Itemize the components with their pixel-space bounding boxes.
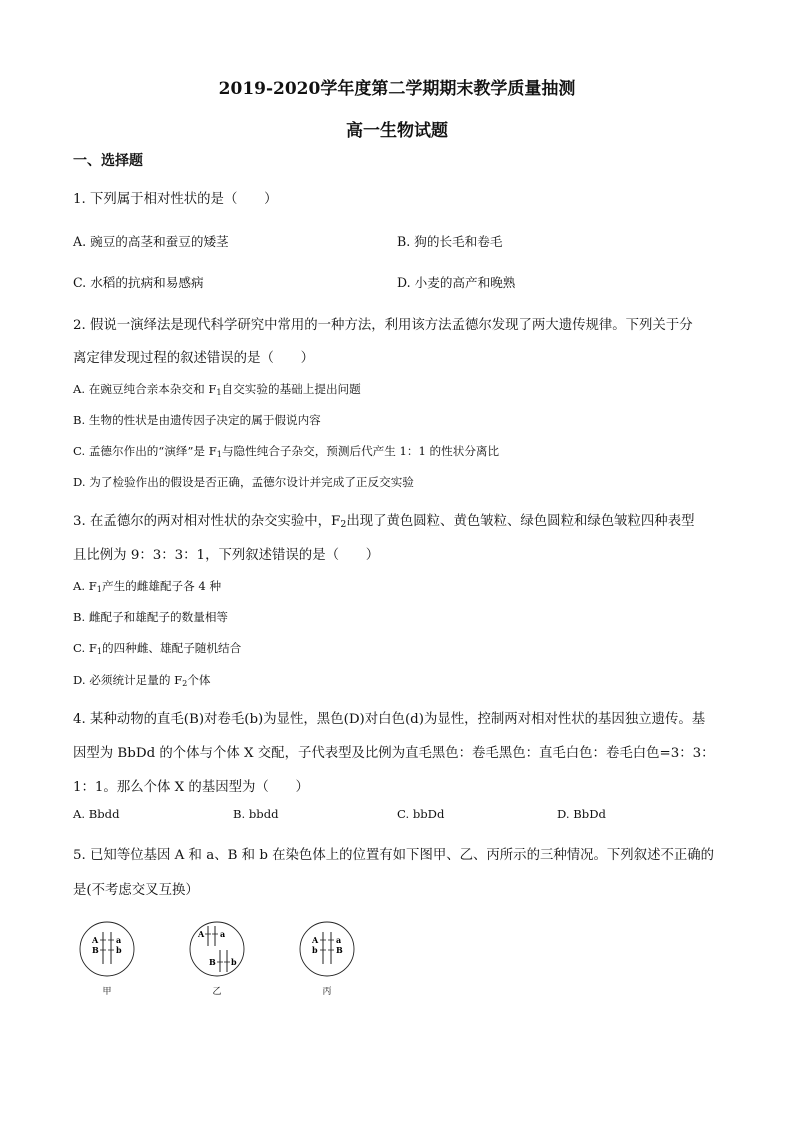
gene-label: b [116,945,122,955]
gene-label: B [336,945,343,955]
gene-label: a [220,929,226,939]
section-heading: 一、选择题 [73,153,143,169]
q4-stem-line1: 4. 某种动物的直毛(B)对卷毛(b)为显性，黑色(D)对白色(d)为显性，控制两对相对性状的基因独立遗传。基 [73,712,706,727]
gene-label: a [116,935,122,945]
gene-label: b [231,957,237,967]
q4-option-b: B. bbdd [233,807,279,821]
gene-label: B [92,945,99,955]
gene-label: B [209,957,216,967]
gene-label: A [92,935,99,945]
q4-stem-line2: 因型为 BbDd 的个体与个体 X 交配，子代表型及比例为直毛黑色：卷毛黑色：直毛白色：卷毛白色=3：3： [73,746,715,761]
q4-option-d: D. BbDd [557,807,606,821]
figure-label-yi: 乙 [212,987,222,997]
q1-option-b: B. 狗的长毛和卷毛 [397,234,503,249]
exam-subtitle: 高一生物试题 [346,121,448,141]
figure-label-bing: 丙 [322,987,332,997]
q2-option-d: D. 为了检验作出的假设是否正确，孟德尔设计并完成了正反交实验 [73,475,414,489]
cell-diagram-yi [188,920,246,978]
cell-diagram-bing [298,920,356,978]
q2-option-c: C. 孟德尔作出的“演绎”是 $F_1$与隐性纯合子杂交，预测后代产生 1：1 的性状分离比 [73,444,500,459]
gene-label: A [198,929,205,939]
q2-option-b: B. 生物的性状是由遗传因子决定的属于假说内容 [73,413,321,427]
q3-option-c: C. $F_1$的四种雌、雄配子随机结合 [73,641,242,656]
q4-option-c: C. bbDd [397,807,445,821]
q4-stem-line3: 1：1。那么个体 X 的基因型为（ ） [73,780,309,795]
q3-option-b: B. 雌配子和雄配子的数量相等 [73,610,229,624]
gene-label: A [312,935,319,945]
q3-option-d: D. 必须统计足量的 $F_2$个体 [73,673,211,688]
q2-stem-line1: 2. 假说一演绎法是现代科学研究中常用的一种方法，利用该方法孟德尔发现了两大遗传规律。下列关于分 [73,318,693,333]
q1-option-a: A. 豌豆的高茎和蚕豆的矮茎 [73,234,229,249]
cell-diagram-jia [78,920,136,978]
q4-option-a: A. Bbdd [73,807,120,821]
exam-title: 2019-2020学年度第二学期期末教学质量抽测 [218,79,576,99]
q3-option-a: A. $F_1$产生的雌雄配子各 4 种 [73,579,222,594]
gene-label: b [312,945,318,955]
q3-stem-line2: 且比例为 9：3：3：1，下列叙述错误的是（ ） [73,548,380,563]
q3-stem-line1: 3. 在孟德尔的两对相对性状的杂交实验中，$F_2$出现了黄色圆粒、黄色皱粒、绿色圆粒和绿色皱粒四种表型 [73,514,695,530]
gene-label: a [336,935,342,945]
q1-stem: 1. 下列属于相对性状的是（ ） [73,192,278,207]
q2-stem-line2: 离定律发现过程的叙述错误的是（ ） [73,351,315,366]
q2-option-a: A. 在豌豆纯合亲本杂交和 $F_1$自交实验的基础上提出问题 [73,382,361,397]
q5-stem-line1: 5. 已知等位基因 A 和 a、B 和 b 在染色体上的位置有如下图甲、乙、丙所示的三种情况。下列叙述不正确的 [73,848,715,863]
figure-label-jia: 甲 [102,987,112,997]
q1-option-d: D. 小麦的高产和晚熟 [397,275,516,290]
q5-stem-line2: 是(不考虑交叉互换） [73,883,199,898]
q1-option-c: C. 水稻的抗病和易感病 [73,275,204,290]
